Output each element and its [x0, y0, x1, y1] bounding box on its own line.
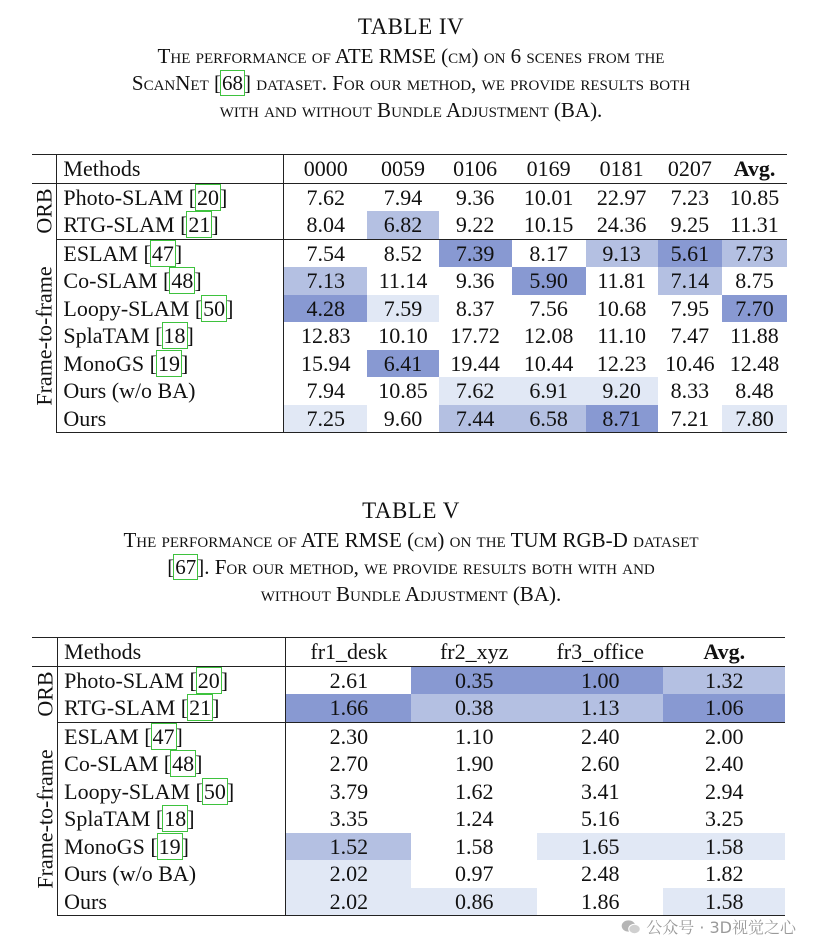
column-header: fr3_office	[537, 638, 663, 667]
value-cell: 2.70	[329, 751, 369, 777]
citation-link: 50	[203, 778, 226, 804]
method-name: Co-SLAM	[63, 268, 158, 294]
value-cell: 1.90	[454, 751, 494, 777]
citation-link: 18	[164, 806, 187, 832]
citation-link: 19	[158, 833, 181, 859]
method-cell	[57, 377, 284, 405]
method-cell: Loopy-SLAM [50]	[57, 295, 284, 323]
value-cell: 10.10	[378, 323, 428, 349]
value-cell: 7.14	[658, 267, 722, 295]
value-cell: 10.44	[523, 350, 574, 376]
value-cell: 6.82	[367, 211, 438, 239]
value-cell: 2.48	[580, 861, 620, 887]
method-name: SplaTAM	[64, 806, 151, 832]
value-cell: 8.37	[455, 295, 495, 321]
table4-title: TABLE IV	[357, 14, 465, 39]
value-cell: 1.58	[663, 888, 785, 916]
value-cell: 2.40	[580, 723, 620, 749]
citation-link: 20	[197, 184, 220, 210]
value-cell: 12.48	[729, 350, 780, 376]
value-cell: 7.21	[658, 405, 722, 433]
method-name: RTG-SLAM	[63, 212, 175, 238]
caption-text: ScanNet	[131, 71, 214, 95]
caption-text: dataset. For our method, we provide results both	[250, 71, 691, 95]
method-name: MonoGS	[63, 350, 145, 376]
value-cell: 5.16	[580, 806, 620, 832]
method-name: Ours	[64, 888, 107, 914]
citation-link: 48	[172, 751, 195, 777]
citation-link: 68	[221, 71, 243, 95]
value-cell: 1.58	[663, 833, 785, 861]
value-cell: 12.08	[523, 323, 574, 349]
value-cell: 2.94	[704, 778, 744, 804]
method-name: Ours (w/o BA)	[64, 861, 197, 887]
method-name: RTG-SLAM	[64, 695, 176, 721]
caption-line	[0, 97, 822, 124]
value-cell: 6.41	[367, 350, 438, 378]
column-header: Methods	[57, 155, 284, 184]
method-cell: SplaTAM [18]	[57, 322, 284, 350]
method-name: Photo-SLAM	[64, 667, 184, 693]
value-cell: 6.58	[512, 405, 586, 433]
value-cell: 5.90	[512, 267, 586, 295]
table-row	[32, 722, 785, 750]
table-row	[32, 183, 787, 211]
column-header: 0106	[439, 155, 512, 184]
value-cell: 0.86	[411, 888, 537, 916]
method-name: Co-SLAM	[64, 751, 159, 777]
watermark-text: 公众号 · 3D视觉之心	[646, 918, 796, 937]
value-cell: 4.28	[284, 295, 368, 323]
value-cell: 7.70	[722, 295, 787, 323]
table-row	[32, 805, 785, 833]
method-name: ESLAM	[64, 723, 139, 749]
table-row	[32, 888, 785, 916]
caption-text: . For our method, we provide results both with and	[204, 555, 655, 579]
value-cell: 9.36	[455, 184, 495, 210]
citation-link: 67	[175, 555, 197, 579]
citation-link: 50	[203, 295, 226, 321]
value-cell: 11.14	[378, 268, 428, 294]
value-cell: 8.52	[383, 240, 423, 266]
value-cell: 2.30	[329, 723, 369, 749]
value-cell: 1.62	[454, 778, 494, 804]
corner-cell	[32, 155, 57, 184]
value-cell: 6.91	[512, 377, 586, 405]
value-cell: 8.71	[586, 405, 658, 433]
method-cell: RTG-SLAM [21]	[57, 211, 284, 239]
value-cell: 1.65	[537, 833, 663, 861]
table-row	[32, 833, 785, 861]
value-cell: 12.23	[596, 350, 647, 376]
value-cell: 7.23	[670, 184, 710, 210]
value-cell: 8.75	[735, 268, 774, 294]
value-cell: 10.68	[596, 295, 647, 321]
value-cell: 11.31	[722, 211, 787, 239]
method-cell: Co-SLAM [48]	[57, 267, 284, 295]
citation-link: 47	[151, 240, 174, 266]
value-cell: 10.85	[729, 184, 780, 210]
method-cell: SplaTAM [18]	[58, 805, 286, 833]
value-cell: 8.48	[735, 378, 774, 404]
citation-link: 20	[197, 667, 220, 693]
table-row	[32, 350, 787, 378]
table-row	[32, 694, 785, 722]
wechat-icon	[621, 919, 641, 935]
method-cell	[58, 888, 286, 916]
value-cell: 9.60	[367, 405, 438, 433]
method-cell: RTG-SLAM [21]	[58, 694, 286, 722]
table-row	[32, 860, 785, 888]
value-cell: 8.04	[284, 211, 368, 239]
column-header: Methods	[58, 638, 286, 667]
table-row	[32, 666, 785, 694]
value-cell: 10.85	[378, 378, 428, 404]
method-name: Loopy-SLAM	[63, 295, 190, 321]
caption-line: ScanNet [68] dataset. For our method, we provide results both	[131, 71, 691, 95]
value-cell: 12.83	[301, 323, 351, 349]
value-cell: 2.02	[286, 888, 412, 916]
citation-link: 48	[171, 268, 194, 294]
caption-text: The performance of ATE RMSE (cm) on the TUM RGB-D dataset	[123, 528, 699, 552]
table5-title: TABLE V	[362, 498, 460, 523]
value-cell: 7.39	[439, 239, 512, 267]
method-name: Photo-SLAM	[63, 184, 184, 210]
value-cell: 7.25	[284, 405, 368, 433]
value-cell: 10.15	[512, 211, 586, 239]
value-cell: 7.73	[722, 239, 787, 267]
value-cell: 19.44	[450, 350, 500, 376]
value-cell: 10.46	[665, 350, 715, 376]
method-cell: ESLAM [47]	[58, 722, 286, 750]
header-row	[32, 155, 787, 184]
method-name: Ours	[63, 405, 107, 431]
method-cell	[58, 860, 286, 888]
value-cell: 7.56	[529, 295, 568, 321]
method-name: MonoGS	[64, 833, 145, 859]
column-header: fr1_desk	[286, 638, 412, 667]
method-cell: MonoGS [19]	[58, 833, 286, 861]
value-cell: 3.25	[704, 806, 744, 832]
table-row	[32, 211, 787, 239]
value-cell: 7.59	[367, 295, 438, 323]
value-cell: 15.94	[301, 350, 351, 376]
value-cell: 1.32	[663, 666, 785, 694]
method-cell: Co-SLAM [48]	[58, 750, 286, 778]
column-header: fr2_xyz	[411, 638, 537, 667]
caption-text: with and without Bundle Adjustment (BA).	[219, 98, 603, 122]
method-cell: ESLAM [47]	[57, 239, 284, 267]
group-label: ORB	[32, 671, 58, 717]
value-cell: 1.10	[454, 723, 494, 749]
caption-line	[0, 43, 822, 70]
caption-line	[0, 527, 822, 554]
table-row	[32, 239, 787, 267]
value-cell: 7.94	[306, 378, 346, 404]
value-cell: 7.13	[284, 267, 368, 295]
value-cell: 1.82	[704, 861, 744, 887]
column-header: 0207	[658, 155, 722, 184]
value-cell: 0.35	[411, 666, 537, 694]
value-cell: 1.00	[537, 666, 663, 694]
value-cell: 7.95	[670, 295, 710, 321]
value-cell: 2.60	[580, 751, 620, 777]
caption-text: without Bundle Adjustment (BA).	[260, 582, 562, 606]
method-cell: Photo-SLAM [20]	[58, 666, 286, 694]
table-row	[32, 267, 787, 295]
watermark	[621, 915, 796, 938]
value-cell: 0.38	[411, 694, 537, 722]
group-cell	[32, 183, 57, 239]
method-name: Loopy-SLAM	[64, 778, 191, 804]
table5	[32, 637, 785, 916]
column-header: 0000	[284, 155, 368, 184]
method-name: SplaTAM	[63, 323, 150, 349]
caption-line	[0, 581, 822, 608]
value-cell: 1.24	[454, 806, 494, 832]
caption-text: The performance of ATE RMSE (cm) on 6 scenes from the	[157, 44, 665, 68]
table5-caption	[0, 527, 822, 608]
value-cell: 3.79	[329, 778, 369, 804]
method-cell: Photo-SLAM [20]	[57, 183, 284, 211]
group-cell	[32, 666, 58, 722]
value-cell: 5.61	[658, 239, 722, 267]
value-cell: 1.52	[286, 833, 412, 861]
value-cell: 1.86	[537, 888, 663, 916]
column-header: Avg.	[722, 155, 787, 184]
column-header: 0169	[512, 155, 586, 184]
corner-cell	[32, 638, 58, 667]
value-cell: 17.72	[450, 323, 500, 349]
caption-line: [67]. For our method, we provide results both with and	[167, 555, 655, 579]
value-cell: 7.44	[439, 405, 512, 433]
group-label: Frame-to-frame	[32, 749, 58, 889]
value-cell: 11.88	[730, 323, 779, 349]
group-cell	[32, 722, 58, 916]
value-cell: 11.81	[597, 268, 647, 294]
column-header: 0181	[586, 155, 658, 184]
value-cell: 22.97	[596, 184, 647, 210]
column-header: 0059	[367, 155, 438, 184]
table4-caption	[0, 43, 822, 124]
value-cell: 1.66	[286, 694, 412, 722]
table-row	[32, 778, 785, 806]
method-cell	[57, 405, 284, 433]
value-cell: 7.94	[383, 184, 423, 210]
value-cell: 0.97	[454, 861, 494, 887]
value-cell: 2.00	[704, 723, 744, 749]
value-cell: 3.35	[329, 806, 369, 832]
value-cell: 9.13	[586, 239, 658, 267]
value-cell: 7.54	[306, 240, 346, 266]
table-row	[32, 750, 785, 778]
value-cell: 2.40	[704, 751, 744, 777]
value-cell: 24.36	[586, 211, 658, 239]
method-name: ESLAM	[63, 240, 138, 266]
value-cell: 2.02	[286, 860, 412, 888]
value-cell: 7.62	[306, 184, 346, 210]
table-row	[32, 377, 787, 405]
value-cell: 7.62	[439, 377, 512, 405]
method-name: Ours (w/o BA)	[63, 378, 196, 404]
value-cell: 9.36	[455, 268, 495, 294]
value-cell: 1.58	[454, 833, 494, 859]
value-cell: 8.17	[529, 240, 568, 266]
group-label: ORB	[31, 188, 57, 234]
method-cell: Loopy-SLAM [50]	[58, 778, 286, 806]
group-label: Frame-to-frame	[31, 266, 57, 406]
value-cell: 1.13	[537, 694, 663, 722]
table-row	[32, 405, 787, 433]
value-cell: 9.25	[658, 211, 722, 239]
value-cell: 8.33	[670, 378, 710, 404]
value-cell: 7.47	[670, 323, 710, 349]
value-cell: 10.01	[523, 184, 574, 210]
column-header: Avg.	[663, 638, 785, 667]
value-cell: 1.06	[663, 694, 785, 722]
citation-link: 47	[152, 723, 175, 749]
table-row	[32, 322, 787, 350]
value-cell: 9.20	[586, 377, 658, 405]
value-cell: 3.41	[580, 778, 620, 804]
value-cell: 2.61	[329, 667, 369, 693]
value-cell: 11.10	[597, 323, 647, 349]
table-row	[32, 295, 787, 323]
method-cell: MonoGS [19]	[57, 350, 284, 378]
value-cell: 7.80	[722, 405, 787, 433]
citation-link: 18	[163, 323, 186, 349]
value-cell: 9.22	[439, 211, 512, 239]
citation-link: 21	[189, 695, 212, 721]
citation-link: 21	[188, 212, 211, 238]
table4	[32, 154, 787, 433]
citation-link: 19	[157, 350, 180, 376]
group-cell	[32, 239, 57, 433]
header-row	[32, 638, 785, 667]
